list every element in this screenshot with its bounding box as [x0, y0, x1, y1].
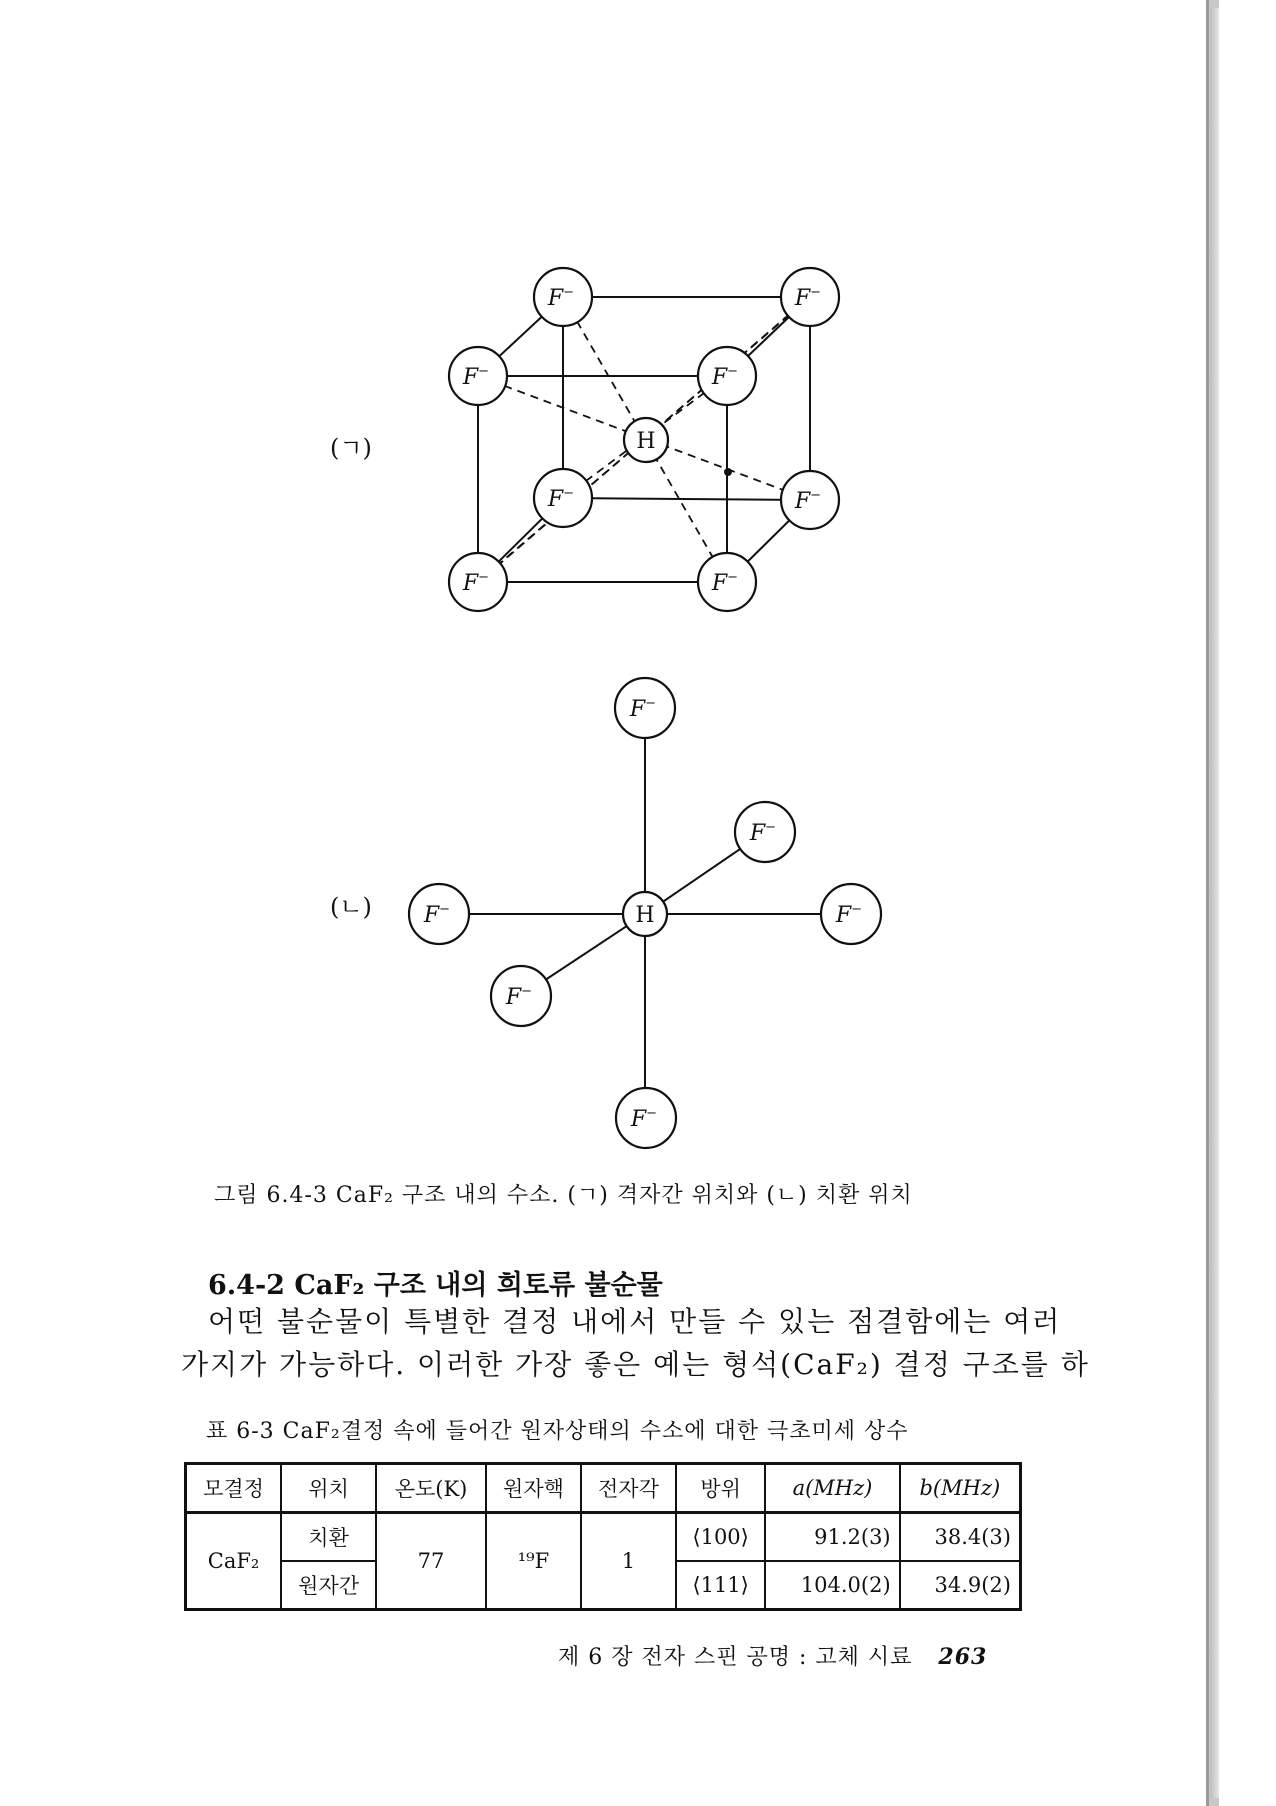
- table-row: [186, 1513, 1021, 1562]
- cell-b-2: 34.9(2): [900, 1561, 1021, 1610]
- cell-a-1: 91.2(3): [765, 1513, 899, 1562]
- svg-text:F−: F−: [711, 364, 739, 390]
- cell-direction-2: ⟨111⟩: [676, 1561, 765, 1610]
- header-a: a(MHz): [765, 1464, 899, 1513]
- svg-text:H: H: [636, 429, 656, 454]
- header-b: b(MHz): [900, 1464, 1021, 1513]
- body-line-2: 가지가 가능하다. 이러한 가장 좋은 예는 형석(CaF₂) 결정 구조를 하: [181, 1348, 1090, 1381]
- header-nucleus: 원자핵: [486, 1464, 581, 1513]
- header-temperature: 온도(K): [376, 1464, 486, 1513]
- svg-text:F−: F−: [794, 488, 822, 514]
- svg-text:F−: F−: [630, 1106, 658, 1132]
- figure-part-a-label: (ㄱ): [330, 434, 372, 462]
- header-site: 위치: [281, 1464, 376, 1513]
- svg-text:F−: F−: [711, 570, 739, 596]
- cell-site-2: 원자간: [281, 1561, 376, 1610]
- header-electron-shell: 전자각: [581, 1464, 676, 1513]
- svg-text:F−: F−: [462, 364, 490, 390]
- cell-direction-1: ⟨100⟩: [676, 1513, 765, 1562]
- cell-a-2: 104.0(2): [765, 1561, 899, 1610]
- svg-text:F−: F−: [547, 285, 575, 311]
- section-heading: 6.4-2 CaF₂ 구조 내의 희토류 불순물: [208, 1270, 663, 1301]
- svg-text:F−: F−: [505, 984, 533, 1010]
- svg-text:F−: F−: [629, 696, 657, 722]
- svg-text:F−: F−: [462, 570, 490, 596]
- cell-host-crystal: CaF₂: [186, 1513, 282, 1610]
- cell-b-1: 38.4(3): [900, 1513, 1021, 1562]
- svg-text:F−: F−: [547, 486, 575, 512]
- hyperfine-table: [184, 1462, 1022, 1611]
- cell-site-1: 치환: [281, 1513, 376, 1562]
- svg-text:F−: F−: [835, 902, 863, 928]
- page-number: 263: [938, 1644, 988, 1670]
- chapter-title: 제 6 장 전자 스핀 공명 : 고체 시료: [558, 1645, 913, 1670]
- header-host-crystal: 모결정: [186, 1464, 282, 1513]
- svg-text:F−: F−: [794, 285, 822, 311]
- cell-temperature: 77: [376, 1513, 486, 1610]
- cell-electron-shell: 1: [581, 1513, 676, 1610]
- svg-text:H: H: [635, 903, 655, 928]
- cell-nucleus: ¹⁹F: [486, 1513, 581, 1610]
- svg-text:F−: F−: [749, 820, 777, 846]
- page-footer: [558, 1640, 987, 1671]
- figure-part-b-label: (ㄴ): [330, 893, 372, 921]
- table-title: 표 6-3 CaF₂결정 속에 들어간 원자상태의 수소에 대한 극초미세 상수: [206, 1419, 909, 1444]
- figure-caption: 그림 6.4-3 CaF₂ 구조 내의 수소. (ㄱ) 격자간 위치와 (ㄴ) 치환 위치: [214, 1183, 913, 1208]
- svg-text:F−: F−: [423, 902, 451, 928]
- header-direction: 방위: [676, 1464, 765, 1513]
- body-line-1: 어떤 불순물이 특별한 결정 내에서 만들 수 있는 점결함에는 여러: [208, 1305, 1062, 1338]
- table-header-row: [186, 1464, 1021, 1513]
